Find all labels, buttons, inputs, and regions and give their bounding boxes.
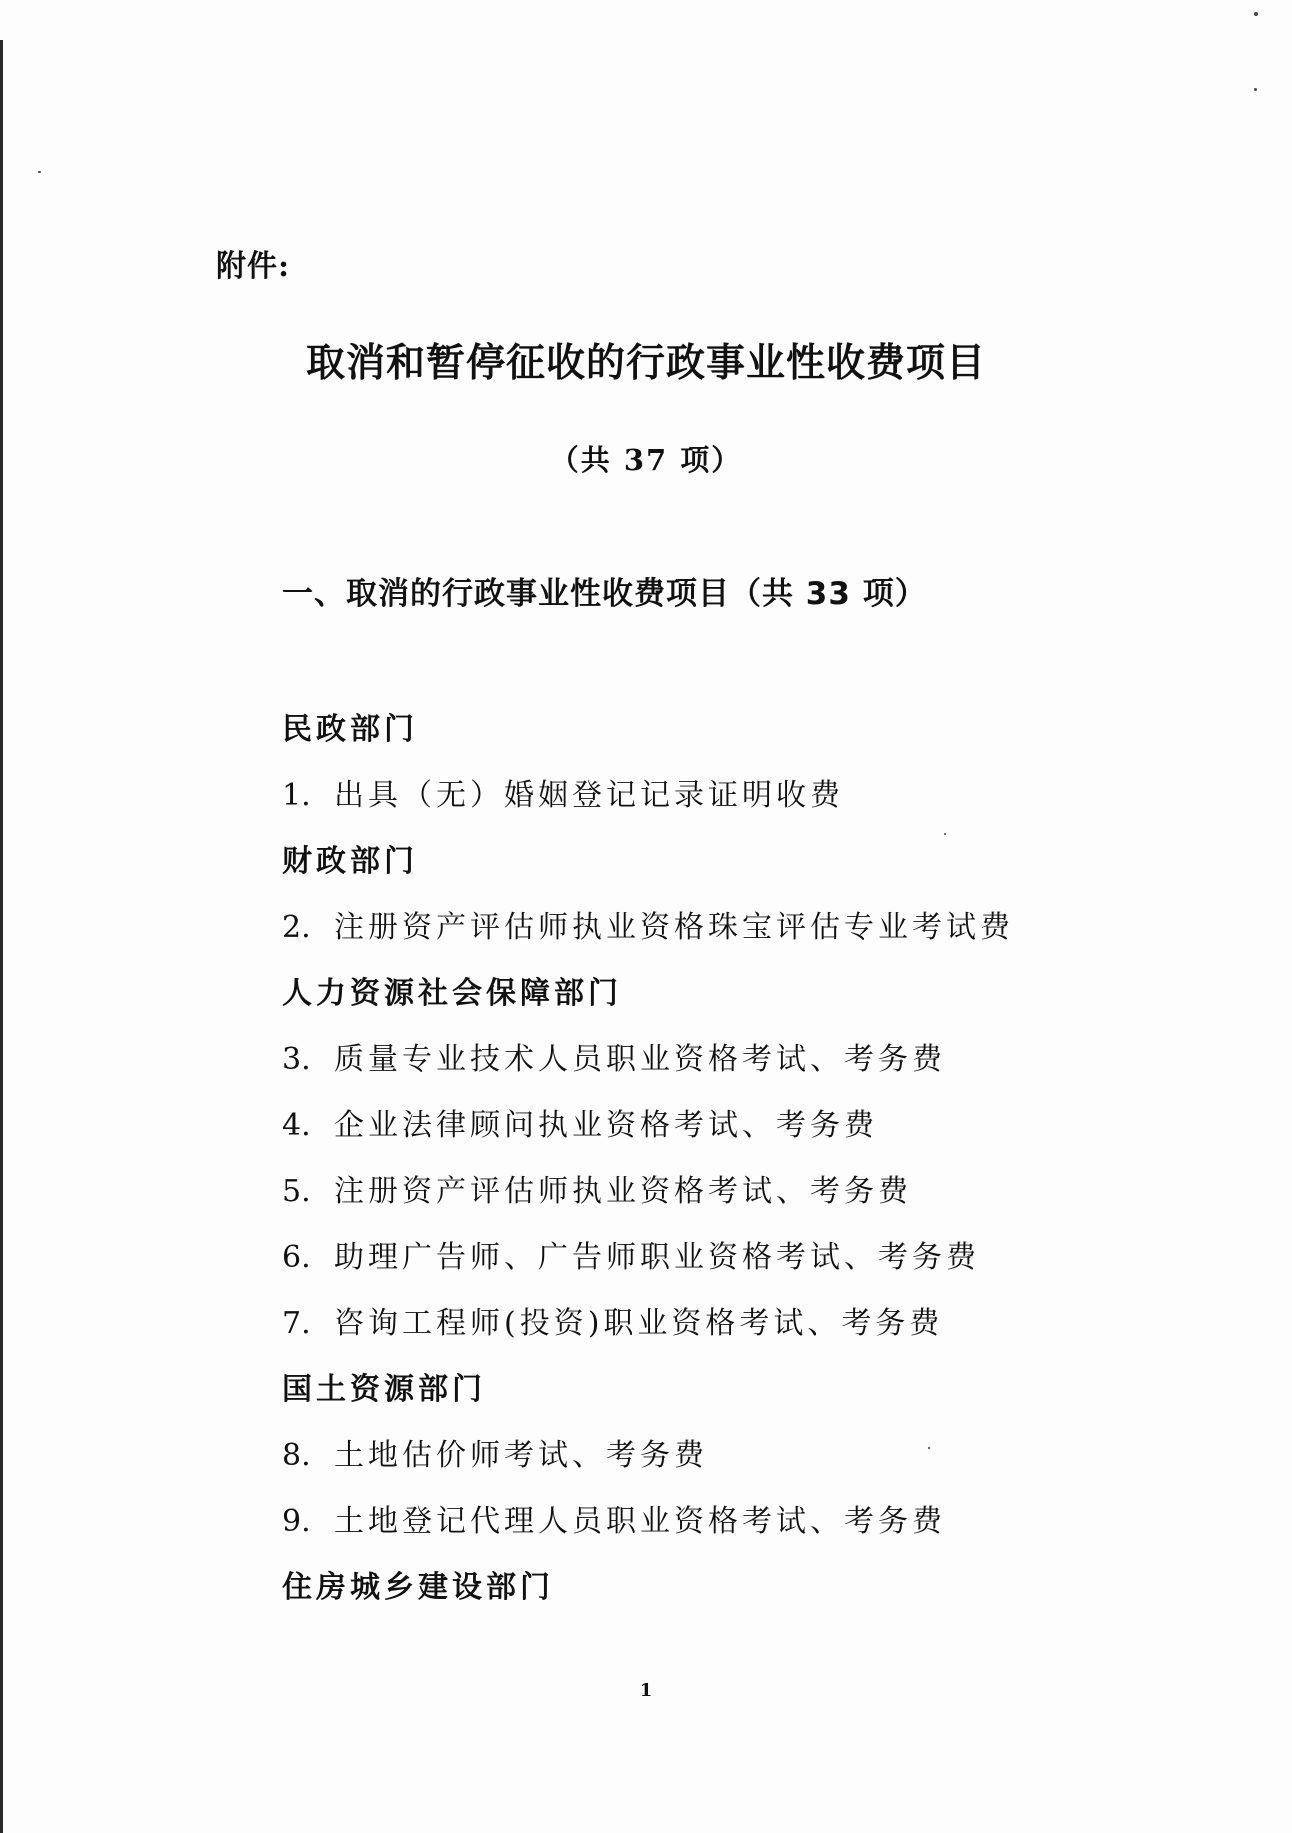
scan-speck xyxy=(38,171,41,173)
department-heading: 人力资源社会保障部门 xyxy=(282,976,622,1011)
section-heading: 一、取消的行政事业性收费项目（共 33 项） xyxy=(282,576,927,612)
fee-item xyxy=(282,1159,1242,1225)
fee-item-text: 土地估价师考试、考务费 xyxy=(334,1438,708,1473)
fee-item-number: 2. xyxy=(282,910,311,945)
fee-item-text: 注册资产评估师执业资格考试、考务费 xyxy=(334,1174,912,1209)
fee-item-text: 企业法律顾问执业资格考试、考务费 xyxy=(334,1108,878,1143)
fee-item-text: 咨询工程师(投资)职业资格考试、考务费 xyxy=(334,1306,944,1341)
fee-item-number: 1. xyxy=(282,778,311,813)
fee-item xyxy=(282,763,1242,829)
attachment-label: 附件: xyxy=(216,249,291,284)
fee-item-number: 4. xyxy=(282,1108,311,1143)
fee-item-list xyxy=(282,697,1242,1621)
fee-item-text: 质量专业技术人员职业资格考试、考务费 xyxy=(334,1042,946,1077)
page-number: 1 xyxy=(639,1680,653,1701)
fee-item-text: 出具（无）婚姻登记记录证明收费 xyxy=(334,778,844,813)
fee-item xyxy=(282,1225,1242,1291)
department-heading: 国土资源部门 xyxy=(282,1372,486,1407)
department-heading: 财政部门 xyxy=(282,844,418,879)
fee-item-number: 8. xyxy=(282,1438,311,1473)
fee-item xyxy=(282,1093,1242,1159)
fee-item-number: 9. xyxy=(282,1504,311,1539)
fee-item xyxy=(282,1423,1242,1489)
fee-item-number: 7. xyxy=(282,1306,311,1341)
department-heading: 民政部门 xyxy=(282,712,418,747)
fee-item-text: 注册资产评估师执业资格珠宝评估专业考试费 xyxy=(334,910,1014,945)
fee-item xyxy=(282,1027,1242,1093)
fee-item xyxy=(282,1291,1242,1357)
total-count: （共 37 项） xyxy=(549,443,743,477)
fee-item-number: 3. xyxy=(282,1042,311,1077)
fee-item xyxy=(282,895,1242,961)
scan-edge-line xyxy=(0,40,3,1833)
fee-item-number: 6. xyxy=(282,1240,311,1275)
fee-item-text: 助理广告师、广告师职业资格考试、考务费 xyxy=(334,1240,980,1275)
fee-item xyxy=(282,1489,1242,1555)
document-title: 取消和暂停征收的行政事业性收费项目 xyxy=(305,341,986,386)
fee-item-text: 土地登记代理人员职业资格考试、考务费 xyxy=(334,1504,946,1539)
fee-item-number: 5. xyxy=(282,1174,311,1209)
scan-speck xyxy=(1254,12,1258,16)
department-heading: 住房城乡建设部门 xyxy=(282,1570,554,1605)
scan-speck xyxy=(1254,88,1257,91)
